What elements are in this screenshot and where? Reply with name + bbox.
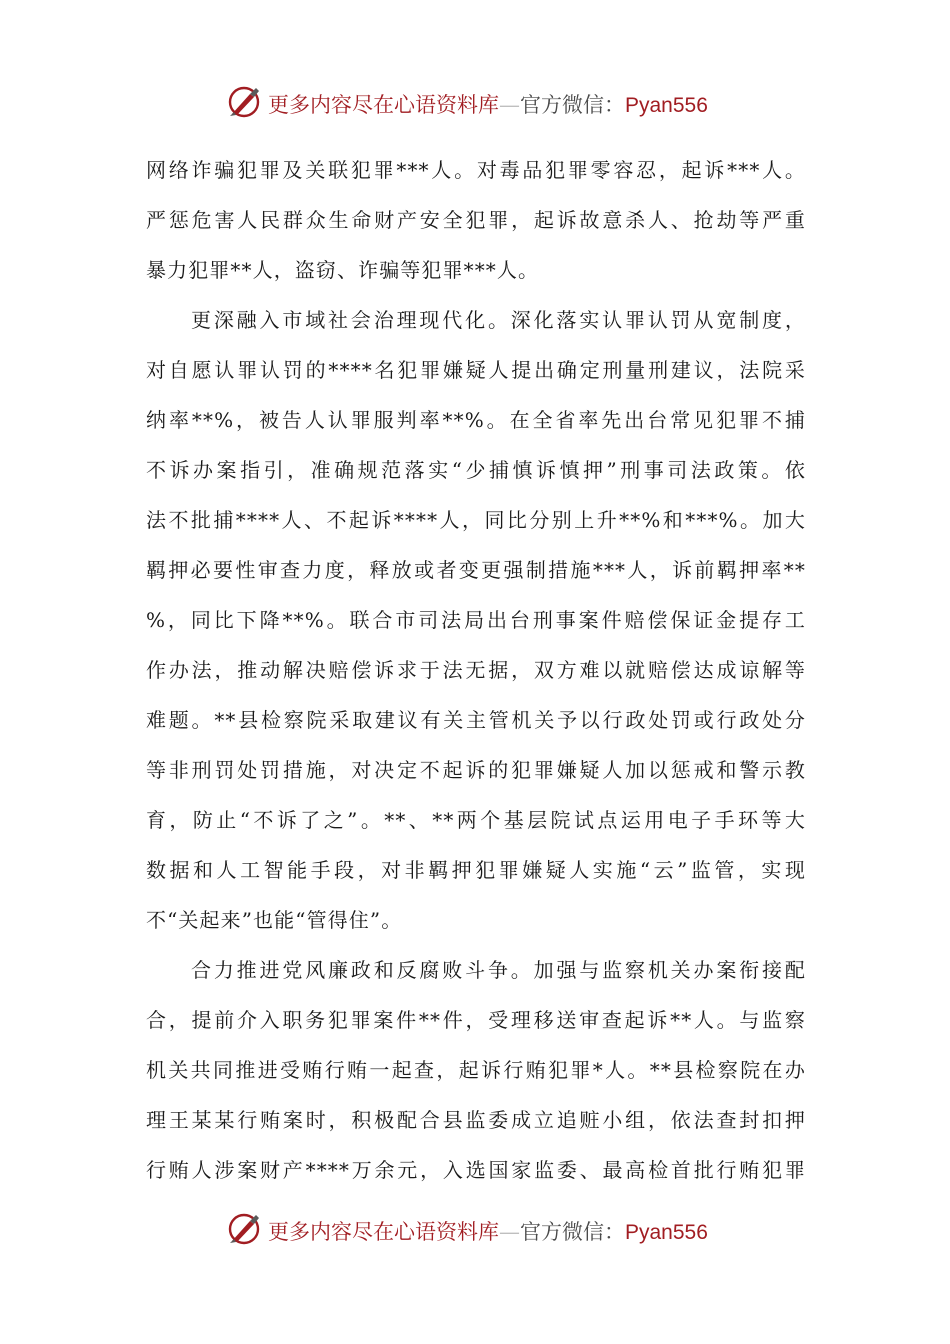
banner-wechat-id: Pyan556: [625, 94, 708, 117]
banner-wechat-id: Pyan556: [625, 1221, 708, 1244]
footer-banner: [0, 1207, 950, 1251]
pen-emblem-icon: [226, 84, 262, 120]
text-line: 羁押必要性审查力度，释放或者变更强制措施***人，诉前羁押率**: [146, 558, 806, 582]
text-line: 不“关起来”也能“管得住”。: [146, 908, 403, 932]
banner-dash: —: [499, 93, 520, 117]
text-line: 网络诈骗犯罪及关联犯罪***人。对毒品犯罪零容忍，起诉***人。: [146, 158, 806, 182]
text-line: 纳率**%，被告人认罪服判率**%。在全省率先出台常见犯罪不捕: [146, 408, 806, 432]
banner-title: 更多内容尽在心语资料库: [268, 93, 499, 117]
text-line: 理王某某行贿案时，积极配合县监委成立追赃小组，依法查封扣押: [146, 1108, 806, 1132]
text-line: 育，防止“不诉了之”。**、**两个基层院试点运用电子手环等大: [146, 808, 806, 832]
text-line: 行贿人涉案财产****万余元，入选国家监委、最高检首批行贿犯罪: [146, 1158, 806, 1182]
text-line: %，同比下降**%。联合市司法局出台刑事案件赔偿保证金提存工: [146, 608, 806, 632]
text-line: 难题。**县检察院采取建议有关主管机关予以行政处罚或行政处分: [146, 708, 806, 732]
banner-wechat-label: 官方微信：: [520, 1220, 625, 1244]
paragraph-heading-line: 合力推进党风廉政和反腐败斗争。加强与监察机关办案衔接配: [191, 958, 806, 982]
text-line: 不诉办案指引，准确规范落实“少捕慎诉慎押”刑事司法政策。依: [146, 458, 806, 482]
banner-text: [268, 1216, 708, 1246]
pen-emblem-icon: [226, 1211, 262, 1247]
text-line: 合，提前介入职务犯罪案件**件，受理移送审查起诉**人。与监察: [146, 1008, 806, 1032]
text-line: 暴力犯罪**人，盗窃、诈骗等犯罪***人。: [146, 258, 540, 282]
header-banner: [0, 80, 950, 124]
banner-wechat-label: 官方微信：: [520, 93, 625, 117]
text-line: 数据和人工智能手段，对非羁押犯罪嫌疑人实施“云”监管，实现: [146, 858, 806, 882]
paragraph-heading-line: 更深融入市域社会治理现代化。深化落实认罪认罚从宽制度，: [191, 308, 806, 332]
text-line: 作办法，推动解决赔偿诉求于法无据，双方难以就赔偿达成谅解等: [146, 658, 806, 682]
text-line: 法不批捕****人、不起诉****人，同比分别上升**%和***%。加大: [146, 508, 806, 532]
text-line: 等非刑罚处罚措施，对决定不起诉的犯罪嫌疑人加以惩戒和警示教: [146, 758, 806, 782]
text-line: 对自愿认罪认罚的****名犯罪嫌疑人提出确定刑量刑建议，法院采: [146, 358, 806, 382]
banner-dash: —: [499, 1220, 520, 1244]
banner-title: 更多内容尽在心语资料库: [268, 1220, 499, 1244]
banner-text: [268, 89, 708, 119]
text-line: 机关共同推进受贿行贿一起查，起诉行贿犯罪*人。**县检察院在办: [146, 1058, 806, 1082]
text-line: 严惩危害人民群众生命财产安全犯罪，起诉故意杀人、抢劫等严重: [146, 208, 806, 232]
